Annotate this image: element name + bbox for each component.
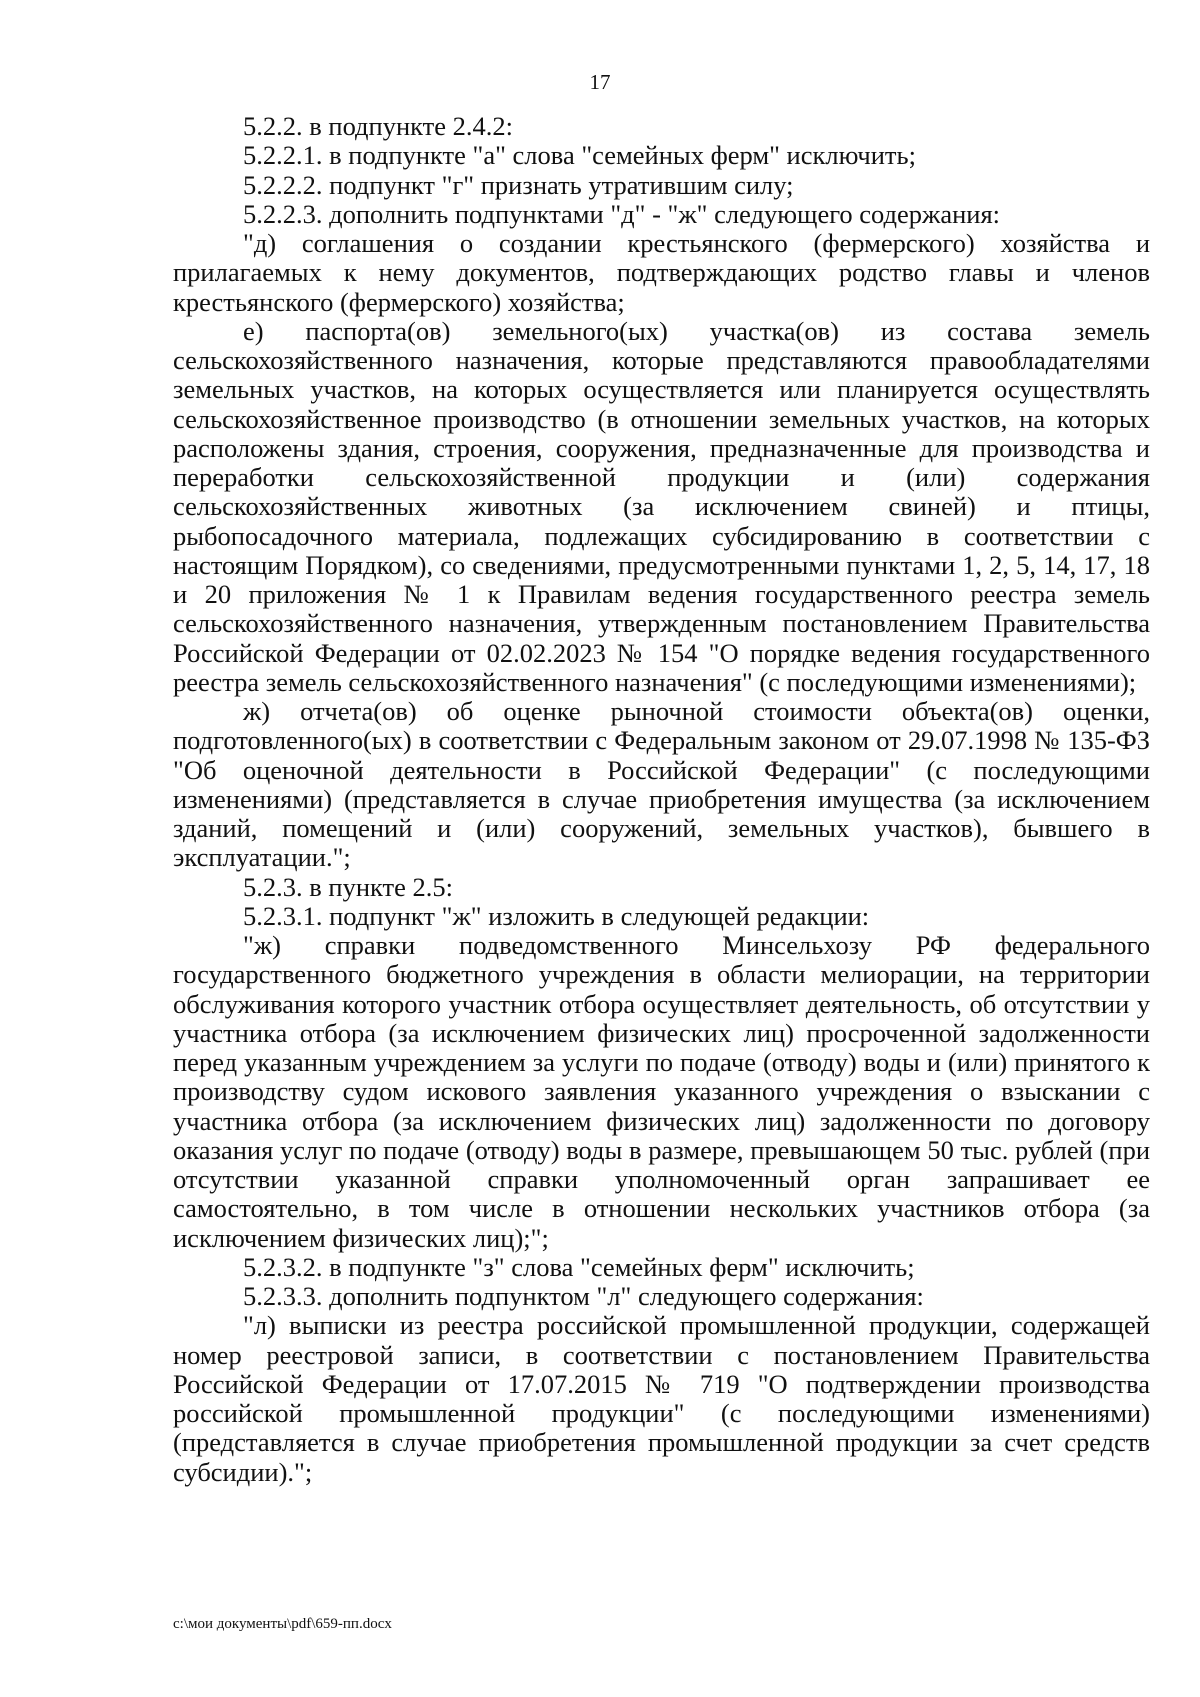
footer-file-path: c:\мои документы\pdf\659-пп.docx [173,1616,392,1632]
paragraph-5-2-3: 5.2.3. в пункте 2.5: [243,871,453,902]
paragraph-5-2-2-3: 5.2.2.3. дополнить подпунктами "д" - "ж" следующего содержания: [243,198,1001,229]
paragraph-subpoint-l: "л) выписки из реестра российской промышленной продукции, содержащей номер реестровой записи, в соответствии с постановлением Правительства Российской Федерации от 17.07.2015 № 719 "О подтверждении производства российской промышленной продукции" (с последующими изменениями) (представляется в случае приобретения промышленной продукции за счет средств субсидии)."; [173,1310,1150,1487]
paragraph-subpoint-d: "д) соглашения о создании крестьянского (фермерского) хозяйства и прилагаемых к нему документов, подтверждающих родство главы и членов крестьянского (фермерского) хозяйства; [173,228,1150,317]
paragraph-5-2-2: 5.2.2. в подпункте 2.4.2: [243,111,514,141]
paragraph-5-2-3-3: 5.2.3.3. дополнить подпунктом "л" следующего содержания: [243,1281,924,1311]
paragraph-subpoint-e: е) паспорта(ов) земельного(ых) участка(ов) из состава земель сельскохозяйственного назначения, которые представляются правообладателями земельных участков, на которых осуществляется или планируется осуществлять сельскохозяйственное производство (в отношении земельных участков, на которых расположены здания, строения, сооружения, предназначенные для производства и переработки сельскохозяйственной продукции и (или) содержания сельскохозяйственных животных (за исключением свиней) и птицы, рыбопосадочного материала, подлежащих субсидированию в соответствии с настоящим Порядком), со сведениями, предусмотренными пунктами 1, 2, 5, 14, 17, 18 и 20 приложения № 1 к Правилам ведения государственного реестра земель сельскохозяйственного назначения, утвержденным постановлением Правительства Российской Федерации от 02.02.2023 № 154 "О порядке ведения государственного реестра земель сельскохозяйственного назначения" (с последующими изменениями); [173,315,1150,697]
paragraph-5-2-2-1: 5.2.2.1. в подпункте "а" слова "семейных ферм" исключить; [243,140,916,171]
paragraph-subpoint-zh-new: "ж) справки подведомственного Минсельхозу РФ федерального государственного бюджетного учреждения в области мелиорации, на территории обслуживания которого участник отбора осуществляет деятельность, об отсутствии у участника отбора (за исключением физических лиц) просроченной задолженности перед указанным учреждением за услуги по подаче (отводу) воды и (или) принятого к производству судом искового заявления указанного учреждения о взыскании с участника отбора (за исключением физических лиц) задолженности по договору оказания услуг по подаче (отводу) воды в размере, превышающем 50 тыс. рублей (при отсутствии указанной справки уполномоченный орган запрашивает ее самостоятельно, в том числе в отношении нескольких участников отбора (за исключением физических лиц);"; [173,930,1150,1253]
paragraph-5-2-3-2: 5.2.3.2. в подпункте "з" слова "семейных ферм" исключить; [243,1251,915,1282]
page-number: 17 [589,70,611,94]
paragraph-subpoint-zh: ж) отчета(ов) об оценке рыночной стоимости объекта(ов) оценки, подготовленного(ых) в соответствии с Федеральным законом от 29.07.1998 № 135-ФЗ "Об оценочной деятельности в Российской Федерации" (с последующими изменениями) (представляется в случае приобретения имущества (за исключением зданий, помещений и (или) сооружений, земельных участков), бывшего в эксплуатации."; [173,696,1150,873]
paragraph-5-2-3-1: 5.2.3.1. подпункт "ж" изложить в следующей редакции: [243,900,870,931]
document-body [173,112,1150,1487]
paragraph-5-2-2-2: 5.2.2.2. подпункт "г" признать утратившим силу; [243,169,794,200]
